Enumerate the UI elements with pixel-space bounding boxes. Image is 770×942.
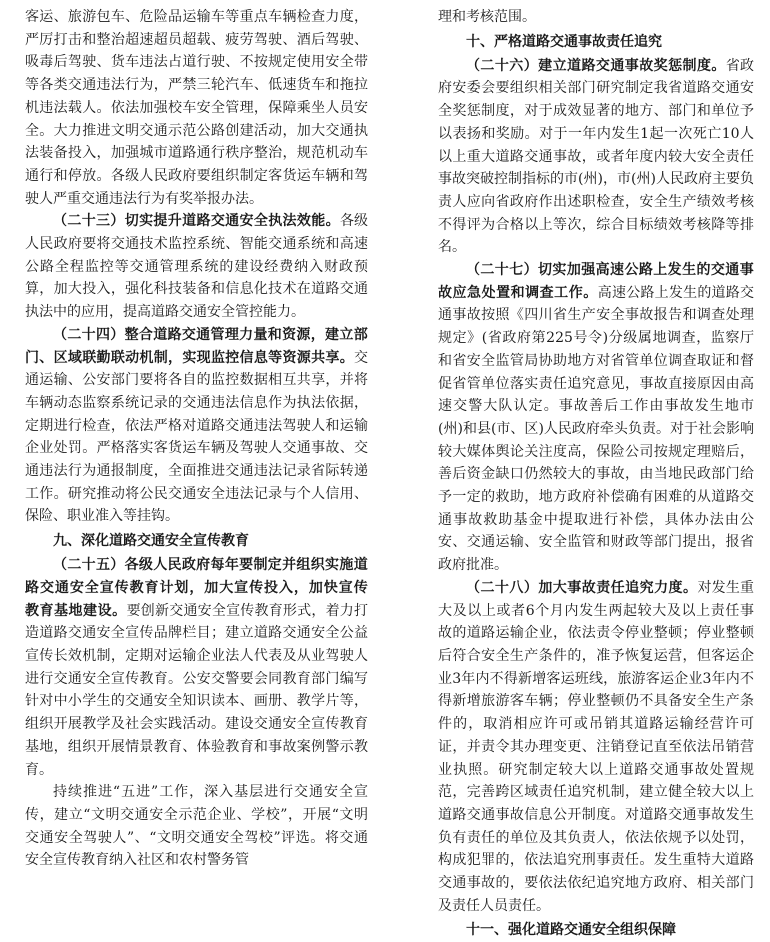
right-column (438, 6, 754, 939)
section-heading-9: 九、深化道路交通安全宣传教育 (53, 533, 249, 550)
paragraph-23-body: 各级人民政府要将交通技术监控系统、智能交通系统和高速公路全程监控等交通管理系统的建设经费纳入财政预算，加大投入，强化科技装备和信息化技术在道路交通执法中的应用，提高道路交通安全管控能力。 (25, 213, 369, 321)
paragraph-25b: 持续推进“五进”工作，深入基层进行交通安全宣传，建立“文明交通安全示范企业、学校”，开展“文明交通安全驾驶人”、“文明交通安全驾校”评选。将交通安全宣传教育纳入社区和农村警务管 (25, 784, 368, 869)
paragraph-28-body: 对发生重大及以上或者6个月内发生两起较大及以上责任事故的道路运输企业，依法责令停业整顿；停业整顿后符合安全生产条件的，准予恢复运营，但客运企业3年内不得新增客运班线，旅游客运企业3年内不得新增旅游客车辆；停业整顿仍不具备安全生产条件的，取消相应许可或吊销其道路运输经营许可证，并责令其办理变更、注销登记直至依法吊销营业执照。研究制定较大以上道路交通事故处置规范，完善跨区域责任追究机制，建立健全较大以上道路交通事故信息公开制度。对道路交通事故发生负有责任的单位及其负责人，依法依规予以处罚，构成犯罪的，依法追究刑事责任。发生重特大道路交通事故的，要依法依纪追究地方政府、相关部门及责任人员责任。 (438, 579, 754, 914)
paragraph-28-lead: （二十八）加大事故责任追究力度。 (466, 579, 698, 596)
paragraph-continuation-right: 理和考核范围。 (438, 9, 536, 25)
paragraph-25 (25, 554, 368, 781)
paragraph-27 (438, 259, 754, 577)
paragraph-24-body: 交通运输、公安部门要将各自的监控数据相互共享，并将车辆动态监察系统记录的交通违法信息作为执法依据，定期进行检查，依法严格对道路交通违法驾驶人和运输企业处罚。严格落实客货运车辆及驾驶人交通事故、交通违法行为通报制度，全面推进交通违法记录省际转递工作。研究推动将公民交通安全违法记录与个人信用、保险、职业准入等挂钩。 (25, 349, 368, 525)
paragraph-23 (25, 210, 368, 324)
paragraph-26-body: 省政府安委会要组织相关部门研究制定我省道路交通安全奖惩制度，对于成效显著的地方、部门和单位予以表扬和奖励。对于一年内发生1起一次死亡10人以上重大道路交通事故，或者年度内较大安全责任事故突破控制指标的市(州)，市(州)人民政府主要负责人应向省政府作出述职检查，安全生产绩效考核不得评为合格以上等次，综合目标绩效考核降等排名。 (438, 57, 754, 256)
left-column (25, 6, 368, 879)
paragraph-24-lead: （二十四）整合道路交通管理力量和资源，建立部门、区域联勤联动机制，实现监控信息等资源共享。 (25, 326, 368, 366)
paragraph-27-body: 高速公路上发生的道路交通事故按照《四川省生产安全事故报告和调查处理规定》(省政府第225号令)分级属地调查，监察厅和省安全监管局协助地方对省管单位调查取证和督促省管单位落实责任追究意见，事故直接原因由高速交警大队认定。事故善后工作由事故发生地市(州)和县(市、区)人民政府牵头负责。对于社会影响较大媒体舆论关注度高，保险公司按规定理赔后，善后资金缺口仍然较大的事故，由当地民政部门给予一定的救助，地方政府补偿确有困难的从道路交通事故救助基金中提取进行补偿，具体办法由公安、交通运输、安全监管和财政等部门提出，报省政府批准。 (438, 284, 754, 574)
section-heading-11: 十一、强化道路交通安全组织保障 (466, 922, 676, 939)
paragraph-23-lead: （二十三）切实提升道路交通安全执法效能。 (53, 213, 340, 230)
paragraph-continuation: 客运、旅游包车、危险品运输车等重点车辆检查力度，严厉打击和整治超速超员超载、疲劳驾驶、酒后驾驶、吸毒后驾驶、货车违法占道行驶、不按规定使用安全带等各类交通违法行为，严禁三轮汽车、低速货车和拖拉机违法载人。依法加强校车安全管理，保障乘坐人员安全。大力推进文明交通示范公路创建活动，加大交通执法装备投入，加强城市道路通行秩序整治，规范机动车通行和停放。各级人民政府要组织制定客货运车辆和驾驶人严重交通违法行为有奖举报办法。 (25, 9, 368, 207)
paragraph-26-lead: （二十六）建立道路交通事故奖惩制度。 (466, 57, 726, 74)
paragraph-25-lead: （二十五）各级人民政府每年要制定并组织实施道路交通安全宣传教育计划，加大宣传投入，加快宣传教育基地建设。 (25, 557, 368, 619)
paragraph-28 (438, 577, 754, 918)
section-heading-10: 十、严格道路交通事故责任追究 (466, 33, 662, 50)
paragraph-26 (438, 55, 754, 259)
paragraph-27-lead: （二十七）切实加强高速公路上发生的交通事故应急处置和调查工作。 (438, 262, 754, 301)
paragraph-25-body: 要创新交通安全宣传教育形式，着力打造道路交通安全宣传品牌栏目；建立道路交通安全公益宣传长效机制，定期对运输企业法人代表及从业驾驶人进行交通安全宣传教育。公安交警要会同教育部门编写针对中小学生的交通安全知识读本、画册、教学片等，组织开展教学及社会实践活动。建设交通安全宣传教育基地，组织开展情景教育、体验教育和事故案例警示教育。 (25, 602, 368, 778)
paragraph-24 (25, 324, 368, 528)
